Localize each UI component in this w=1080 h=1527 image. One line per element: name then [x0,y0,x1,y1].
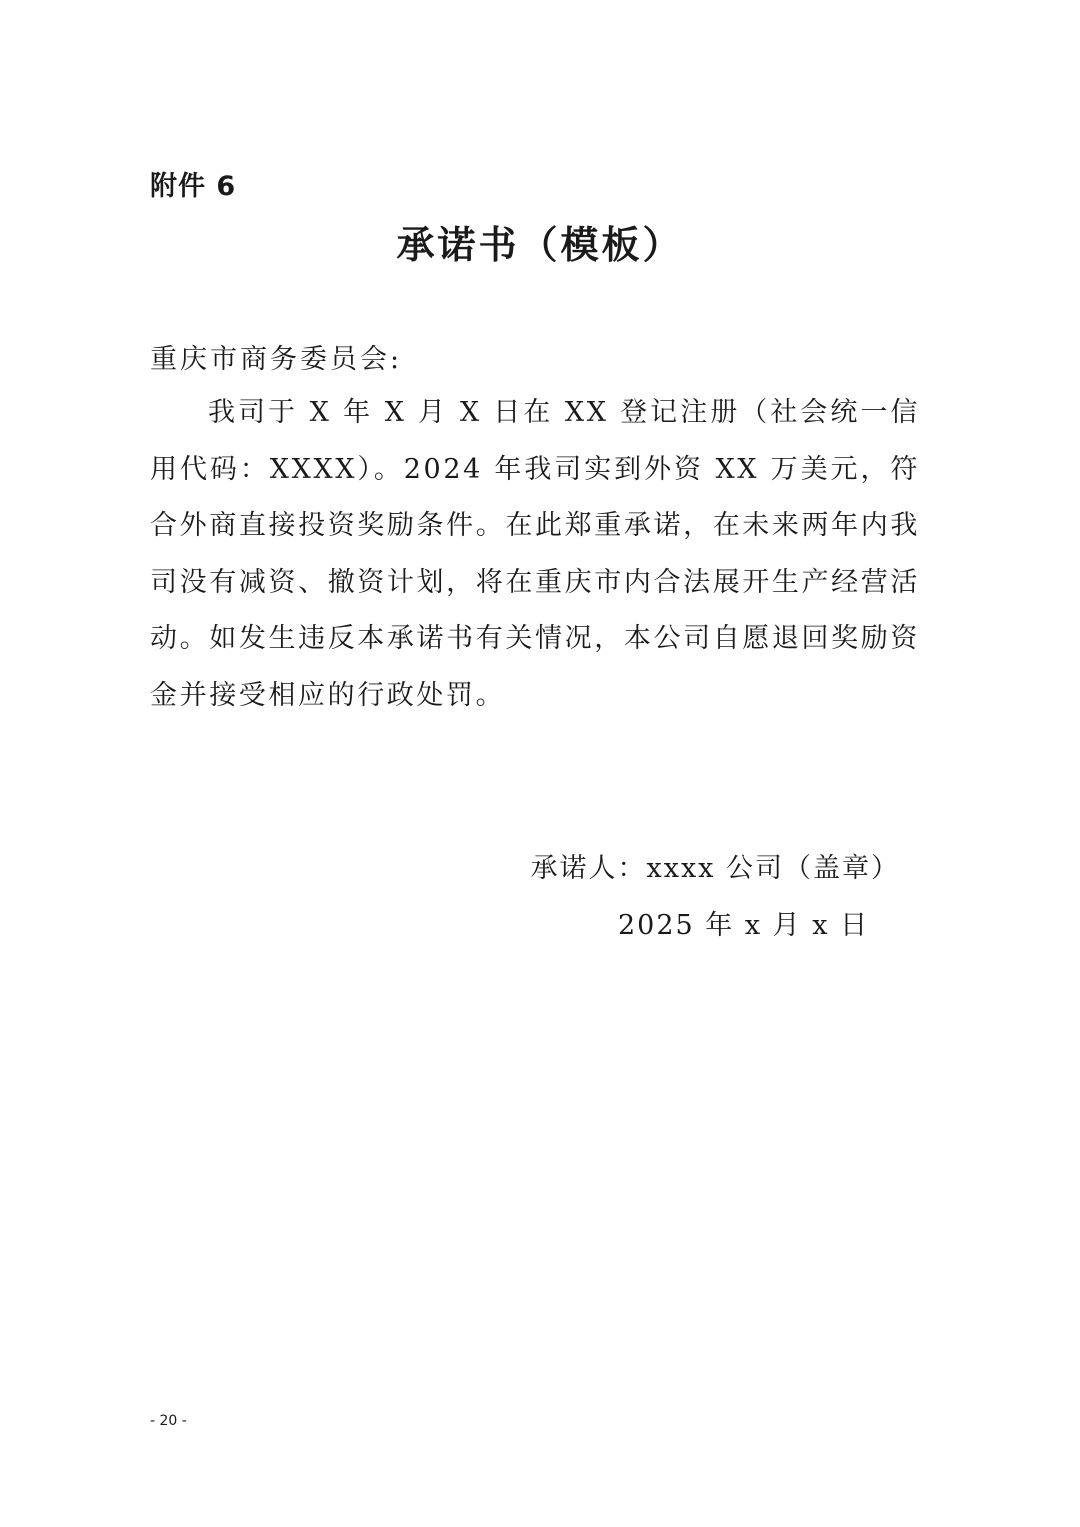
signer-line: 承诺人：xxxx 公司（盖章） [530,853,900,884]
attachment-label: 附件 6 [150,171,237,202]
signing-date: 2025 年 x 月 x 日 [618,910,870,941]
page-number: - 20 - [150,1413,187,1429]
commitment-body: 我司于 X 年 X 月 X 日在 XX 登记注册（社会统一信用代码：XXXX）。2024 年我司实到外资 XX 万美元，符合外商直接投资奖励条件。在此郑重承诺，在未来两年内我司没有减资、撤资计划，将在重庆市内合法展开生产经营活动。如发生违反本承诺书有关情况，本公司自愿退回奖励资金并接受相应的行政处罚。 [150,397,920,711]
document-title: 承诺书（模板） [396,222,684,267]
salutation: 重庆市商务委员会: [150,344,403,375]
